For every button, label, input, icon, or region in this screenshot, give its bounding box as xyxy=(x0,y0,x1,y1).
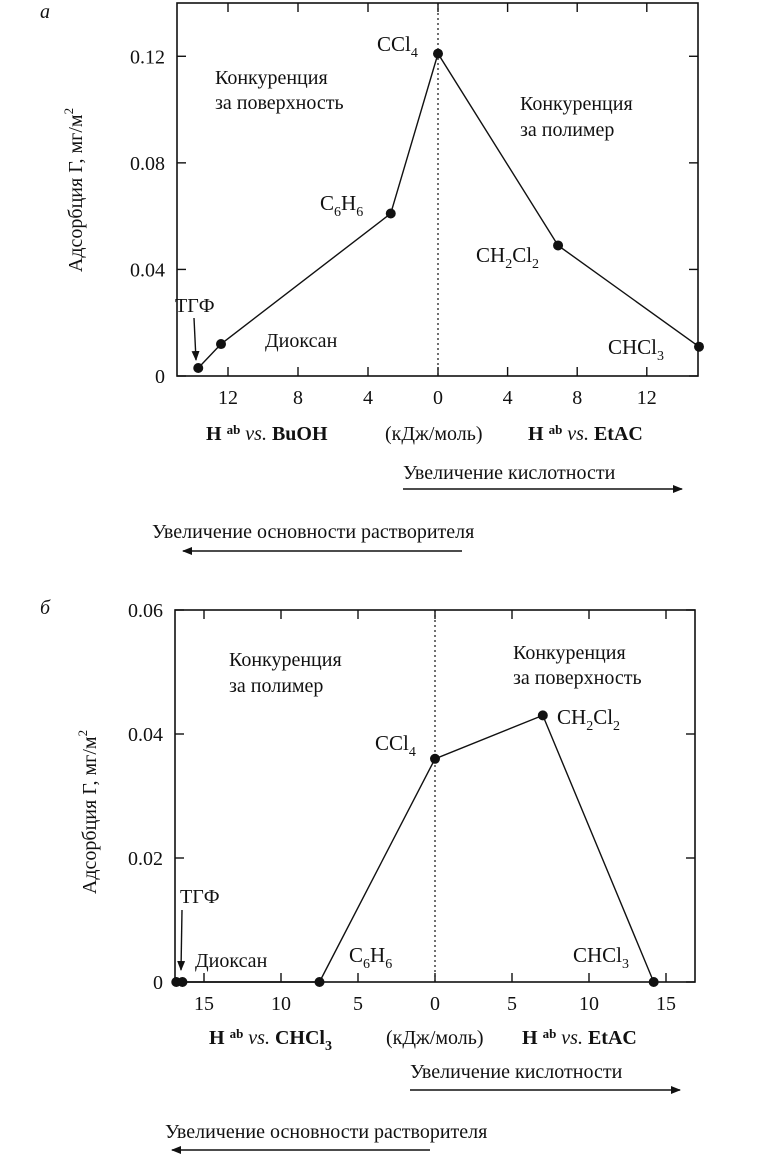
label-tgf-b: ТГФ xyxy=(180,886,220,908)
y-tick-label: 0 xyxy=(153,972,163,994)
x-tick-label: 5 xyxy=(353,993,363,1015)
acidity-text-b: Увеличение кислотности xyxy=(410,1061,623,1083)
x-tick-label: 15 xyxy=(656,993,676,1015)
data-point xyxy=(694,342,704,352)
y-axis-title-b: Адсорбция Г, $мг/м^2$ xyxy=(75,729,101,895)
y-tick-label: 0 xyxy=(155,366,165,388)
label-ccl4-b: CCl$_4$ xyxy=(375,731,416,760)
acidity-text-a: Увеличение кислотности xyxy=(403,462,616,484)
x-text-left-b: H $^{ab}$ vs. CHCl$_3$ xyxy=(209,1026,332,1054)
x-tick-label: 8 xyxy=(293,387,303,409)
data-point xyxy=(433,49,443,59)
x-text-left-a: H $^{ab}$ vs. BuOH xyxy=(206,422,328,445)
data-point xyxy=(177,977,187,987)
basicity-text-b: Увеличение основности растворителя xyxy=(165,1121,488,1143)
x-tick-label: 4 xyxy=(502,387,513,409)
label-dioxane-b: Диоксан xyxy=(195,950,268,972)
data-point xyxy=(315,977,325,987)
panel-label-b: б xyxy=(40,597,51,619)
y-axis-title-a: Адсорбция Г, $мг/м^2$ xyxy=(61,107,87,273)
label-tgf-a: ТГФ xyxy=(175,295,215,317)
x-text-center-b: (кДж/моль) xyxy=(386,1027,484,1049)
x-tick-label: 15 xyxy=(194,993,214,1015)
y-axis-label-a xyxy=(61,108,87,272)
label-chcl3-a: CHCl$_3$ xyxy=(608,335,665,364)
y-tick-label: 0.06 xyxy=(128,600,163,622)
x-tick-label: 0 xyxy=(430,993,440,1015)
y-tick-label: 0.08 xyxy=(130,152,165,175)
x-tick-label: 5 xyxy=(507,993,517,1015)
x-tick-label: 4 xyxy=(363,387,373,409)
data-point xyxy=(386,208,396,218)
x-text-right-b: H $^{ab}$ vs. EtAC xyxy=(522,1026,637,1049)
data-point xyxy=(216,339,226,349)
y-tick-label: 0.02 xyxy=(128,848,163,870)
x-tick-label: 12 xyxy=(636,387,657,409)
x-text-center-a: (кДж/моль) xyxy=(385,423,483,445)
x-tick-label: 0 xyxy=(433,387,443,409)
label-benzene-b: $C_6H_6$ xyxy=(349,943,393,972)
region-left-a: Конкуренция за поверхность xyxy=(215,67,344,114)
y-tick-label: 0.04 xyxy=(130,259,165,282)
region-right-a: Конкуренция за полимер xyxy=(520,93,633,141)
data-point xyxy=(649,977,659,987)
y-axis-label-b xyxy=(75,730,101,894)
arrow-tgf-a xyxy=(194,318,196,360)
label-ch2cl2-a: $CH_2Cl_2$ xyxy=(476,243,540,272)
data-point xyxy=(193,363,203,373)
label-dioxane-a: Диоксан xyxy=(265,330,338,352)
chart-panel-b xyxy=(40,597,695,1150)
x-tick-label: 12 xyxy=(218,387,238,409)
data-point xyxy=(430,754,440,764)
panel-label-a: a xyxy=(40,1,50,23)
arrow-tgf-b xyxy=(181,910,182,970)
label-ccl4-a: CCl$_4$ xyxy=(377,32,418,61)
y-tick-label: 0.12 xyxy=(130,46,165,69)
region-right-b: Конкуренция за поверхность xyxy=(513,642,642,689)
basicity-text-a: Увеличение основности растворителя xyxy=(152,521,475,543)
x-tick-label: 10 xyxy=(579,993,599,1015)
y-tick-label: 0.04 xyxy=(128,724,163,746)
label-benzene-a: $C_6H_6$ xyxy=(320,191,364,220)
label-chcl3-b: CHCl$_3$ xyxy=(573,943,630,972)
data-point xyxy=(538,710,548,720)
x-tick-label: 10 xyxy=(271,993,291,1015)
chart-panel-a xyxy=(40,1,704,551)
region-left-b: Конкуренция за полимер xyxy=(229,649,342,697)
label-ch2cl2-b: $CH_2Cl_2$ xyxy=(557,705,621,734)
x-tick-label: 8 xyxy=(572,387,583,409)
x-text-right-a: H $^{ab}$ vs. EtAC xyxy=(528,422,643,445)
data-point xyxy=(553,240,563,250)
